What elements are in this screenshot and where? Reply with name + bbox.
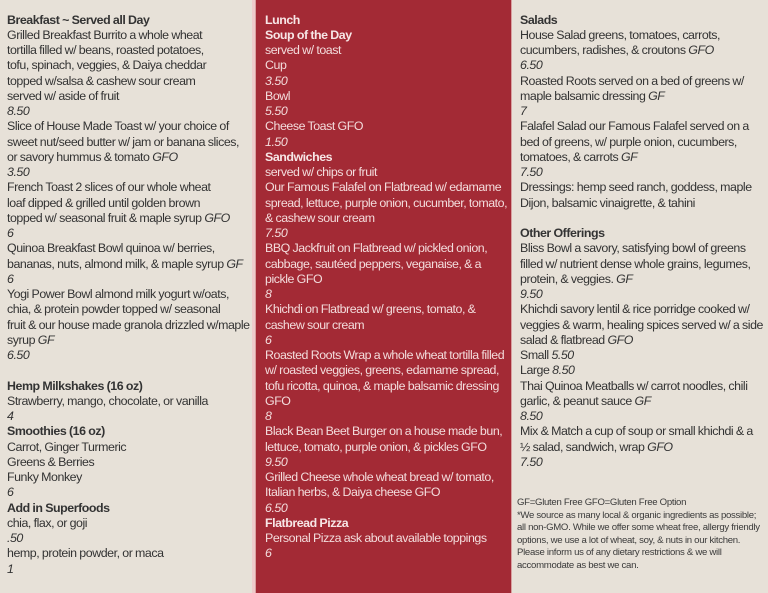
dietary-tag: GF bbox=[620, 149, 638, 164]
dietary-tag: GF bbox=[616, 271, 633, 286]
menu-line bbox=[265, 470, 511, 485]
heading-text: Salads bbox=[520, 12, 558, 27]
menu-line bbox=[7, 119, 252, 134]
item-text: Slice of House Made Toast w/ your choice of bbox=[7, 119, 229, 134]
menu-line bbox=[7, 28, 252, 43]
item-text: cashew sour cream bbox=[265, 317, 365, 332]
item-text: French Toast 2 slices of our whole wheat bbox=[7, 180, 211, 195]
price bbox=[7, 165, 252, 180]
menu-line bbox=[520, 28, 768, 43]
section-heading bbox=[265, 150, 511, 165]
menu-line bbox=[7, 150, 252, 165]
menu-line bbox=[265, 394, 511, 409]
item-text: fruit & our house made granola drizzled w/maple bbox=[7, 317, 250, 332]
item-text: Greens & Berries bbox=[7, 454, 95, 469]
section-heading bbox=[520, 226, 768, 241]
item-text: Mix & Match a cup of soup or small khichdi & a bbox=[520, 424, 753, 439]
footnote-line: GF=Gluten Free GFO=Gluten Free Option bbox=[517, 497, 687, 508]
price-text: 8.50 bbox=[520, 409, 543, 423]
menu-line bbox=[520, 318, 768, 333]
menu-line bbox=[265, 318, 511, 333]
price bbox=[265, 287, 511, 302]
menu-line bbox=[7, 302, 252, 317]
menu-line bbox=[520, 257, 768, 272]
item-text: Falafel Salad our Famous Falafel served on a bbox=[520, 119, 749, 134]
item-text: ½ salad, sandwich, wrap bbox=[520, 439, 648, 454]
price-text: 6 bbox=[265, 546, 272, 561]
price-text: 9.50 bbox=[520, 287, 543, 301]
price-text: 5.50 bbox=[265, 104, 288, 118]
price bbox=[7, 531, 252, 546]
dietary-tag: GFO bbox=[152, 149, 178, 164]
item-text: salad & flatbread bbox=[520, 332, 608, 347]
heading-text: Add in Superfoods bbox=[7, 500, 110, 515]
price bbox=[265, 333, 511, 348]
item-text: Strawberry, mango, chocolate, or vanilla bbox=[7, 393, 208, 408]
item-text: cabbage, sautéed peppers, veganaise, & a bbox=[265, 256, 482, 271]
heading-text: Hemp Milkshakes (16 oz) bbox=[7, 378, 143, 393]
menu-line bbox=[265, 180, 511, 195]
item-text: Grilled Cheese whole wheat bread w/ tomato, bbox=[265, 470, 494, 484]
menu-line bbox=[7, 89, 252, 104]
menu-line bbox=[265, 348, 511, 363]
breakfast-column bbox=[0, 0, 252, 593]
item-text: Personal Pizza ask about available toppings bbox=[265, 531, 487, 545]
price-text: 7.50 bbox=[520, 165, 543, 179]
dietary-tag: GF bbox=[37, 332, 55, 347]
price-text: 6 bbox=[7, 271, 14, 286]
item-text: Roasted Roots served on a bed of greens w/ bbox=[520, 73, 744, 88]
price-text: 6 bbox=[7, 226, 14, 240]
item-text: protein, & veggies. bbox=[520, 271, 617, 286]
price bbox=[520, 58, 768, 73]
menu-line bbox=[265, 196, 511, 211]
menu-line bbox=[7, 516, 252, 531]
menu-line bbox=[520, 363, 768, 378]
menu-line bbox=[520, 89, 768, 104]
price-text: 6.50 bbox=[7, 348, 30, 362]
dietary-tag: GF bbox=[226, 256, 243, 271]
menu-line bbox=[520, 333, 768, 348]
menu-line bbox=[7, 180, 252, 195]
menu-line bbox=[520, 272, 768, 287]
menu-line bbox=[7, 318, 252, 333]
item-text: Cheese Toast GFO bbox=[265, 119, 364, 134]
menu-line bbox=[520, 135, 768, 150]
menu-line bbox=[265, 440, 511, 455]
price bbox=[7, 272, 252, 287]
section-heading bbox=[7, 379, 252, 394]
footnote-line: Please inform us of any dietary restrictions & we will bbox=[517, 547, 722, 559]
price bbox=[520, 165, 768, 180]
price bbox=[265, 226, 511, 241]
menu-line bbox=[520, 180, 768, 195]
item-text: or savory hummus & tomato bbox=[7, 149, 153, 164]
dietary-tag: GF bbox=[634, 393, 651, 408]
price bbox=[265, 74, 511, 89]
item-text: tomatoes, & carrots bbox=[520, 149, 621, 164]
item-text: Dijon, balsamic vinaigrette, & tahini bbox=[520, 195, 695, 210]
price bbox=[520, 287, 768, 302]
item-text: syrup bbox=[7, 332, 38, 347]
section-heading bbox=[265, 516, 511, 531]
item-text: tortilla filled w/ beans, roasted potatoes, bbox=[7, 43, 204, 57]
price bbox=[265, 546, 511, 561]
price-text: 1 bbox=[7, 561, 14, 576]
item-text: bananas, nuts, almond milk, & maple syrup bbox=[7, 256, 227, 271]
item-text: Our Famous Falafel on Flatbread w/ edamame bbox=[265, 180, 502, 195]
footnote-line: all non-GMO. While we offer some wheat free, allergy friendly bbox=[517, 522, 760, 534]
item-text: Grilled Breakfast Burrito a whole wheat bbox=[7, 27, 203, 42]
price bbox=[7, 409, 252, 424]
spacer bbox=[520, 211, 768, 226]
price-text: 8 bbox=[265, 287, 272, 301]
menu-line bbox=[265, 257, 511, 272]
item-text: GFO bbox=[265, 393, 291, 408]
price-text: 6.50 bbox=[265, 500, 288, 515]
item-text: lettuce, tomato, purple onion, & pickles GFO bbox=[265, 439, 487, 454]
dietary-tag: GFO bbox=[607, 332, 633, 347]
item-text: Italian herbs, & Daiya cheese GFO bbox=[265, 485, 441, 500]
item-text: Khichdi on Flatbread w/ greens, tomato, & bbox=[265, 302, 476, 317]
heading-text: Lunch bbox=[265, 12, 300, 27]
item-text: pickle GFO bbox=[265, 271, 323, 286]
heading-text: Other Offerings bbox=[520, 226, 605, 240]
item-text: BBQ Jackfruit on Flatbread w/ pickled onion, bbox=[265, 241, 488, 256]
menu-line bbox=[7, 546, 252, 561]
heading-text: Sandwiches bbox=[265, 149, 333, 164]
menu-line bbox=[520, 196, 768, 211]
section-heading bbox=[7, 501, 252, 516]
item-text: cucumbers, radishes, & croutons bbox=[520, 43, 689, 57]
price-text: 4 bbox=[7, 409, 14, 423]
menu-line bbox=[520, 348, 768, 363]
section-heading bbox=[520, 13, 768, 28]
dietary-tag: GFO bbox=[647, 439, 673, 454]
price-text: 3.50 bbox=[265, 73, 288, 88]
price-text: 6 bbox=[265, 332, 272, 347]
price bbox=[520, 455, 768, 470]
item-text: served w/ aside of fruit bbox=[7, 88, 119, 103]
item-text: hemp, protein powder, or maca bbox=[7, 546, 164, 561]
item-text: topped w/salsa & cashew sour cream bbox=[7, 73, 196, 88]
item-text: sweet nut/seed butter w/ jam or banana slices, bbox=[7, 134, 240, 149]
price-text: .50 bbox=[7, 531, 23, 545]
item-text: served w/ toast bbox=[265, 43, 341, 57]
menu-line bbox=[265, 58, 511, 73]
price-text: 3.50 bbox=[7, 165, 30, 179]
item-text: tofu, spinach, veggies, & Daiya cheddar bbox=[7, 58, 207, 73]
price-text: 6.50 bbox=[520, 58, 543, 73]
item-text: spread, lettuce, purple onion, cucumber, tomato, bbox=[265, 195, 508, 210]
price bbox=[265, 455, 511, 470]
heading-text: Soup of the Day bbox=[265, 27, 352, 42]
heading-text: Smoothies (16 oz) bbox=[7, 424, 105, 439]
price bbox=[265, 501, 511, 516]
item-text: Funky Monkey bbox=[7, 470, 82, 484]
menu-line bbox=[265, 43, 511, 58]
item-text: Small bbox=[520, 348, 552, 362]
dietary-tag: GFO bbox=[688, 43, 714, 57]
item-text: Carrot, Ginger Turmeric bbox=[7, 439, 127, 454]
price bbox=[7, 562, 252, 577]
menu-line bbox=[520, 119, 768, 134]
item-text: filled w/ nutrient dense whole grains, legumes, bbox=[520, 256, 751, 271]
menu-line bbox=[265, 302, 511, 317]
menu-line bbox=[520, 379, 768, 394]
menu-line bbox=[265, 241, 511, 256]
menu-line bbox=[520, 424, 768, 439]
menu-line bbox=[265, 424, 511, 439]
menu-line bbox=[7, 135, 252, 150]
item-text: topped w/ seasonal fruit & maple syrup bbox=[7, 210, 205, 225]
menu-line bbox=[7, 257, 252, 272]
price-text: 9.50 bbox=[265, 454, 288, 469]
price-text: 7.50 bbox=[265, 226, 288, 240]
menu-line bbox=[520, 302, 768, 317]
menu-line bbox=[7, 58, 252, 73]
item-text: w/ roasted veggies, greens, edamame spread, bbox=[265, 363, 499, 378]
item-text: Quinoa Breakfast Bowl quinoa w/ berries, bbox=[7, 241, 215, 256]
item-text: Black Bean Beet Burger on a house made bun, bbox=[265, 424, 503, 439]
item-text: served w/ chips or fruit bbox=[265, 165, 377, 179]
menu-line bbox=[7, 74, 252, 89]
menu-line bbox=[520, 241, 768, 256]
menu-line bbox=[265, 165, 511, 180]
price-text: 8.50 bbox=[552, 363, 575, 378]
section-heading bbox=[265, 13, 511, 28]
price-text: 1.50 bbox=[265, 134, 288, 149]
item-text: chia, flax, or goji bbox=[7, 515, 88, 530]
lunch-column bbox=[255, 0, 512, 593]
item-text: Yogi Power Bowl almond milk yogurt w/oats, bbox=[7, 287, 229, 301]
menu-line bbox=[265, 211, 511, 226]
spacer bbox=[7, 363, 252, 378]
dietary-tag: GFO bbox=[204, 210, 230, 225]
price bbox=[265, 409, 511, 424]
heading-text: Flatbread Pizza bbox=[265, 515, 349, 530]
menu-line bbox=[265, 531, 511, 546]
item-text: Large bbox=[520, 363, 553, 378]
footnote-line: *We source as many local & organic ingredients as possible; bbox=[517, 509, 757, 521]
price bbox=[520, 104, 768, 119]
footnote-line: accommodate as best we can. bbox=[517, 559, 639, 571]
price bbox=[7, 226, 252, 241]
price-text: 6 bbox=[7, 485, 14, 500]
menu-line bbox=[265, 89, 511, 104]
menu-line bbox=[7, 470, 252, 485]
section-heading bbox=[265, 28, 511, 43]
menu-line bbox=[7, 196, 252, 211]
footnote-line: options, we use a lot of wheat, soy, & nuts in our kitchen. bbox=[517, 534, 741, 546]
menu-line bbox=[520, 74, 768, 89]
item-text: tofu ricotta, quinoa, & maple balsamic dressing bbox=[265, 378, 499, 393]
menu-line bbox=[265, 379, 511, 394]
menu-line bbox=[7, 287, 252, 302]
menu-line bbox=[520, 150, 768, 165]
item-text: Thai Quinoa Meatballs w/ carrot noodles, chili bbox=[520, 378, 748, 393]
price-text: 8.50 bbox=[7, 104, 30, 118]
item-text: Cup bbox=[265, 58, 287, 73]
menu-line bbox=[265, 363, 511, 378]
item-text: garlic, & peanut sauce bbox=[520, 393, 635, 408]
price-text: 7 bbox=[520, 104, 527, 118]
price bbox=[7, 485, 252, 500]
menu-line bbox=[520, 394, 768, 409]
menu-line bbox=[520, 440, 768, 455]
heading-text: Breakfast ~ Served all Day bbox=[7, 12, 150, 27]
menu-line bbox=[7, 440, 252, 455]
price bbox=[265, 135, 511, 150]
item-text: chia, & protein powder topped w/ seasonal bbox=[7, 302, 221, 317]
dietary-tag: GF bbox=[648, 88, 665, 103]
item-text: maple balsamic dressing bbox=[520, 88, 649, 103]
item-text: Bowl bbox=[265, 88, 291, 103]
section-heading bbox=[7, 424, 252, 439]
price bbox=[265, 104, 511, 119]
menu-line bbox=[265, 272, 511, 287]
price bbox=[7, 104, 252, 119]
price-text: 7.50 bbox=[520, 454, 543, 469]
menu-line bbox=[7, 455, 252, 470]
menu-line bbox=[7, 43, 252, 58]
menu-line bbox=[7, 211, 252, 226]
item-text: & cashew sour cream bbox=[265, 210, 375, 225]
menu-line bbox=[7, 394, 252, 409]
price bbox=[7, 348, 252, 363]
menu-line bbox=[7, 241, 252, 256]
menu-line bbox=[7, 333, 252, 348]
item-text: Khichdi savory lentil & rice porridge cooked w/ bbox=[520, 302, 750, 317]
price bbox=[520, 409, 768, 424]
section-heading bbox=[7, 13, 252, 28]
item-text: veggies & warm, healing spices served w/ a side bbox=[520, 317, 763, 332]
item-text: House Salad greens, tomatoes, carrots, bbox=[520, 27, 721, 42]
item-text: loaf dipped & grilled until golden brown bbox=[7, 195, 201, 210]
item-text: Roasted Roots Wrap a whole wheat tortilla filled bbox=[265, 348, 505, 362]
item-text: Dressings: hemp seed ranch, goddess, maple bbox=[520, 180, 752, 195]
footnote bbox=[517, 497, 767, 573]
price-text: 8 bbox=[265, 409, 272, 423]
item-text: bed of greens, w/ purple onion, cucumbers, bbox=[520, 134, 737, 149]
menu-line bbox=[265, 119, 511, 134]
menu-line bbox=[520, 43, 768, 58]
price-text: 5.50 bbox=[551, 348, 574, 362]
menu-line bbox=[265, 485, 511, 500]
item-text: Bliss Bowl a savory, satisfying bowl of greens bbox=[520, 241, 746, 256]
